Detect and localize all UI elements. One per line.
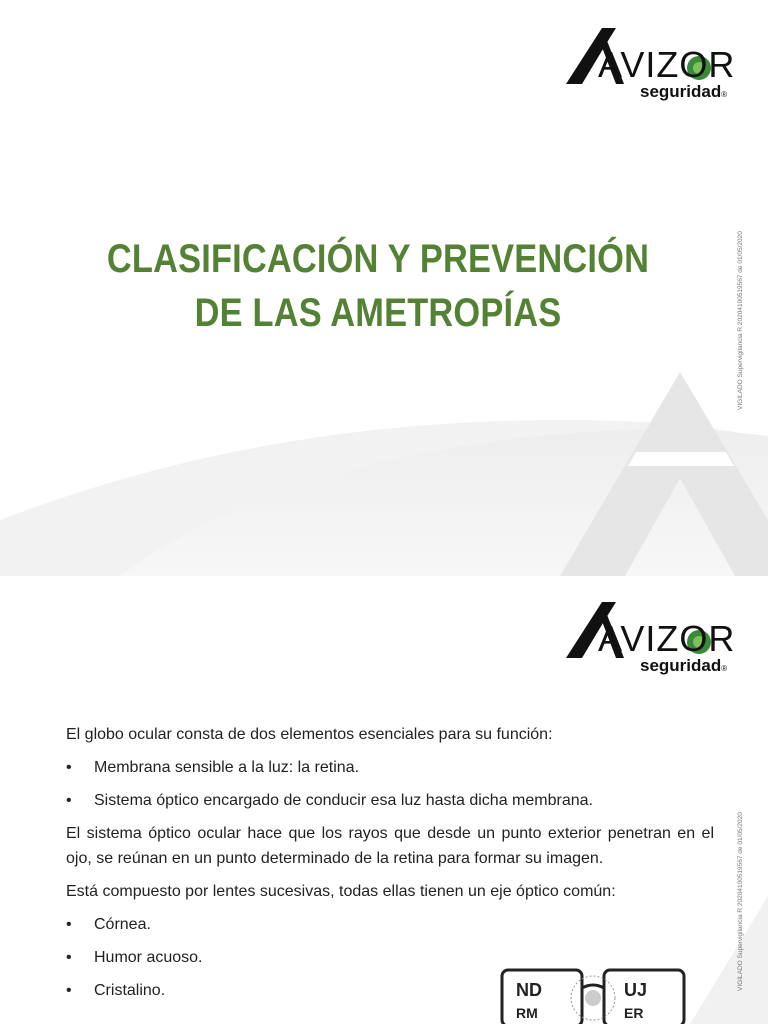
slide-title — [87, 232, 668, 340]
avizor-logo — [562, 598, 742, 678]
intro-text-2: Está compuesto por lentes sucesivas, todas ellas tienen un eje óptico común: — [66, 883, 616, 900]
title-line-1: CLASIFICACIÓN Y PREVENCIÓN — [106, 237, 650, 281]
bullet-icon: • — [66, 759, 72, 776]
intro-text: El globo ocular consta de dos elementos esenciales para su función: — [66, 726, 553, 743]
glasses-letters-left-bottom: RM — [516, 1005, 538, 1021]
list-item: • Sistema óptico encargado de conducir esa luz hasta dicha membrana. — [66, 788, 714, 813]
glasses-letters-left-top: ND — [516, 980, 542, 1000]
list-item: • Córnea. — [66, 912, 714, 937]
glasses-letters-right-top: UJ — [624, 980, 648, 1000]
list-item: • Cristalino. — [66, 978, 714, 1003]
bullet-icon: • — [66, 949, 72, 966]
content-slide — [0, 576, 768, 1024]
eyeglasses-icon — [500, 968, 686, 1024]
list-item: • Membrana sensible a la luz: la retina. — [66, 755, 714, 780]
logo-wordmark: AVIZOR — [598, 44, 736, 85]
bullet-icon: • — [66, 982, 72, 999]
avizor-logo — [562, 24, 742, 104]
list-item: • Humor acuoso. — [66, 945, 714, 970]
vertical-legal-note: VIGILADO Supervigilancia R 20204100519567 de 01/05/2020 — [737, 231, 744, 410]
glasses-letters-right-bottom: ER — [624, 1005, 644, 1021]
bullet-icon: • — [66, 792, 72, 809]
body-paragraph: El sistema óptico ocular hace que los rayos que desde un punto exterior penetran en el ojo, se reúnan en un punto determinado de la retina para formar su imagen. — [66, 825, 714, 867]
bullet-icon: • — [66, 916, 72, 933]
logo-tagline: seguridad® — [640, 656, 728, 675]
logo-wordmark: AVIZOR — [598, 618, 736, 659]
vertical-legal-note: VIGILADO Supervigilancia R 20204100519567 de 01/05/2020 — [737, 812, 744, 991]
title-line-2: DE LAS AMETROPÍAS — [194, 291, 562, 335]
logo-tagline: seguridad® — [640, 82, 728, 101]
